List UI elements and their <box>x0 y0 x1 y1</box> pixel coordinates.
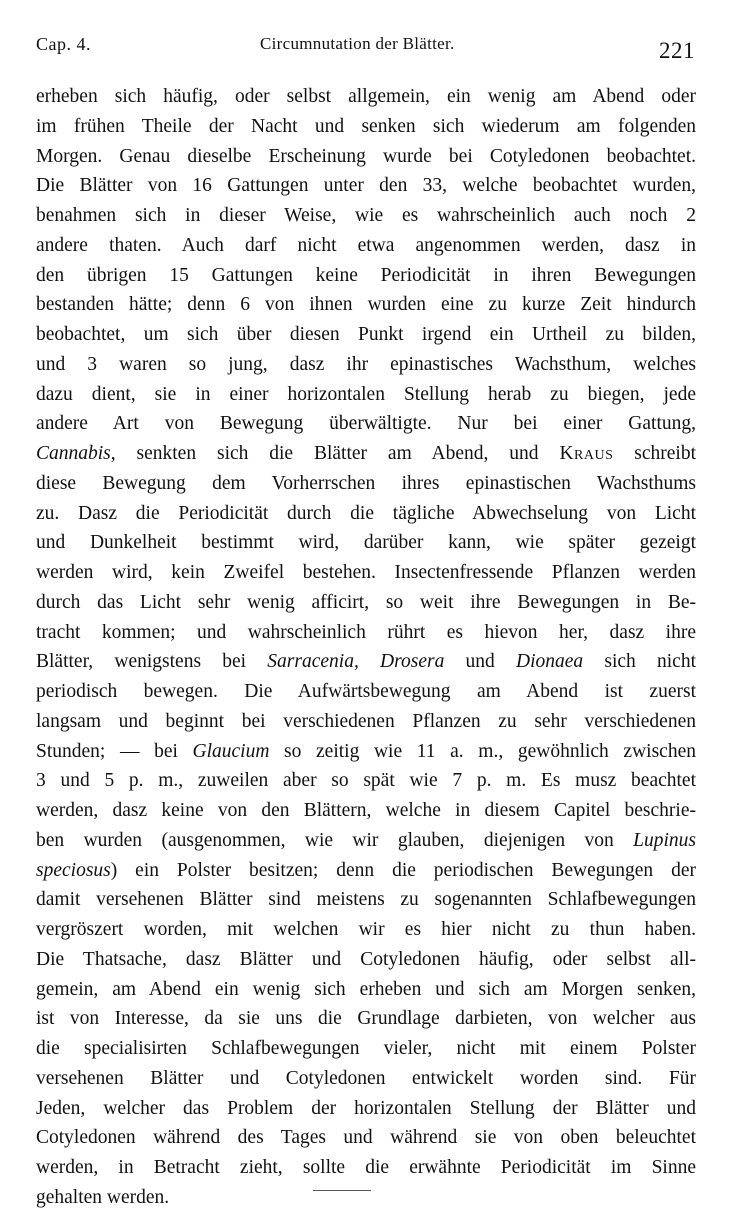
italic-genus-name: Dionaea <box>516 651 584 673</box>
text-line: die specialisirten Schlafbewegungen vieler, nicht mit einem Polster <box>36 1038 696 1059</box>
text-line: dazu dient, sie in einer horizontalen Stellung herab zu biegen, jede <box>36 383 696 405</box>
text-line <box>36 647 696 677</box>
page-header <box>36 30 695 64</box>
text-line: langsam und beginnt bei verschiedenen Pflanzen zu sehr verschiedenen <box>36 710 696 732</box>
text-line: periodisch bewegen. Die Aufwärtsbewegung am Abend ist zuerst <box>36 681 696 702</box>
text-line-last: gehalten werden. <box>36 1186 170 1208</box>
body-paragraph <box>36 82 696 1213</box>
page-number: 221 <box>659 38 695 63</box>
italic-genus-name: Glaucium <box>192 740 270 762</box>
text-line: werden, dasz keine von den Blättern, welche in diesem Capitel beschrie- <box>36 800 696 821</box>
text-line: Die Thatsache, dasz Blätter und Cotyledonen häufig, oder selbst all- <box>36 948 696 970</box>
text-line: erheben sich häufig, oder selbst allgemein, ein wenig am Abend oder <box>36 86 696 107</box>
text-line: andere Art von Bewegung überwältigte. Nur bei einer Gattung, <box>36 413 696 435</box>
author-name: Kraus <box>559 443 614 464</box>
text-line: beobachtet, um sich über diesen Punkt irgend ein Urtheil zu bilden, <box>36 324 696 345</box>
text-line: gemein, am Abend ein wenig sich erheben und sich am Morgen senken, <box>36 978 696 1000</box>
text-line: damit versehenen Blätter sind meistens zu sogenannten Schlafbewegungen <box>36 889 696 911</box>
text-line: ist von Interesse, da sie uns die Grundlage darbieten, von welcher aus <box>36 1008 696 1030</box>
text-line <box>36 856 696 886</box>
text-line: zu. Dasz die Periodicität durch die tägliche Abwechselung von Licht <box>36 502 696 524</box>
text-run: Stunden; — bei <box>36 740 193 762</box>
text-run: so zeitig wie 11 a. m., gewöhnlich zwischen <box>269 740 696 762</box>
text-line: den übrigen 15 Gattungen keine Periodicität in ihren Bewegungen <box>36 264 696 286</box>
text-run: ben wurden (ausgenommen, wie wir glauben, diejenigen von <box>36 829 634 851</box>
text-line: 3 und 5 p. m., zuweilen aber so spät wie 7 p. m. Es musz beachtet <box>36 770 696 792</box>
text-run: schreibt <box>613 443 696 464</box>
chapter-label: Cap. 4. <box>36 34 91 54</box>
text-line <box>36 826 696 856</box>
footer-rule <box>313 1190 371 1191</box>
italic-genus-name: Cannabis <box>36 443 111 464</box>
text-line: und 3 waren so jung, dasz ihr epinastisches Wachsthum, welches <box>36 353 696 375</box>
text-run: , senkten sich die Blätter am Abend, und <box>110 443 560 464</box>
text-line: benahmen sich in dieser Weise, wie es wahrscheinlich auch noch 2 <box>36 205 696 226</box>
italic-species-name: speciosus <box>36 859 111 881</box>
text-line: im frühen Theile der Nacht und senken sich wiederum am folgenden <box>36 115 696 137</box>
text-line: werden, in Betracht zieht, sollte die erwähnte Periodicität im Sinne <box>36 1157 696 1178</box>
text-line: tracht kommen; und wahrscheinlich rührt es hievon her, dasz ihre <box>36 621 696 643</box>
text-line: vergröszert worden, mit welchen wir es hier nicht zu thun haben. <box>36 919 696 940</box>
text-line: diese Bewegung dem Vorherrschen ihres epinastischen Wachsthums <box>36 472 696 494</box>
text-line: und Dunkelheit bestimmt wird, darüber kann, wie später gezeigt <box>36 532 696 554</box>
text-line: versehenen Blätter und Cotyledonen entwickelt worden sind. Für <box>36 1067 696 1089</box>
italic-genus-name: Lupinus <box>633 829 696 851</box>
text-run: sich nicht <box>583 651 696 673</box>
running-title: Circumnutation der Blätter. <box>260 34 455 53</box>
text-line <box>36 439 696 469</box>
text-run: ) ein Polster besitzen; denn die periodischen Bewegungen der <box>110 859 696 881</box>
text-run: und <box>444 651 517 673</box>
text-line: Jeden, welcher das Problem der horizontalen Stellung der Blätter und <box>36 1097 696 1119</box>
text-line: Die Blätter von 16 Gattungen unter den 33, welche beobachtet wurden, <box>36 175 696 197</box>
text-line <box>36 737 696 767</box>
italic-genus-name: Sarracenia, Drosera <box>267 651 445 673</box>
text-line: bestanden hätte; denn 6 von ihnen wurden eine zu kurze Zeit hindurch <box>36 294 696 316</box>
text-line: andere thaten. Auch darf nicht etwa angenommen werden, dasz in <box>36 234 696 256</box>
text-run: Blätter, wenigstens bei <box>36 651 268 673</box>
text-line: werden wird, kein Zweifel bestehen. Insectenfressende Pflanzen werden <box>36 562 696 583</box>
text-line: Cotyledonen während des Tages und während sie von oben beleuchtet <box>36 1127 696 1149</box>
text-line: durch das Licht sehr wenig afficirt, so weit ihre Bewegungen in Be- <box>36 591 696 613</box>
text-line: Morgen. Genau dieselbe Erscheinung wurde bei Cotyledonen beobachtet. <box>36 145 696 167</box>
